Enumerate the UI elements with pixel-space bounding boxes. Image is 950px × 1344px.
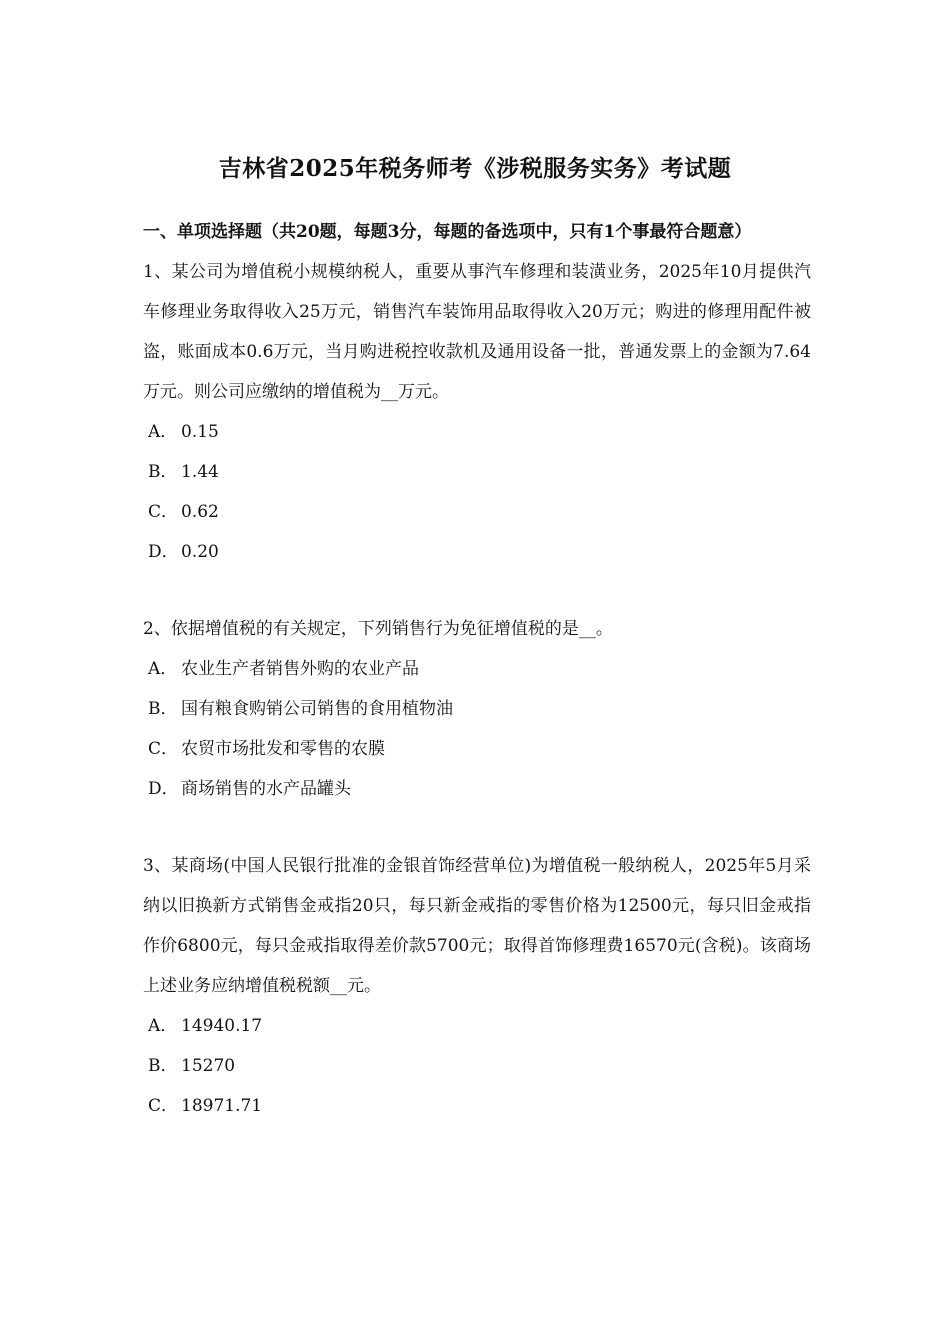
option-b	[143, 689, 811, 729]
option-c	[143, 729, 811, 769]
option-letter: D．	[148, 542, 179, 562]
question-2	[143, 609, 811, 809]
option-list	[143, 412, 811, 572]
option-text: 农业生产者销售外购的农业产品	[181, 659, 419, 679]
question-stem: 3、某商场(中国人民银行批准的金银首饰经营单位)为增值税一般纳税人，2025年5月采纳以旧换新方式销售金戒指20只，每只新金戒指的零售价格为12500元，每只旧金戒指作价6800元，每只金戒指取得差价款5700元；取得首饰修理费16570元(含税)。该商场上述业务应纳增值税税额__元。	[143, 856, 811, 996]
option-letter: B．	[148, 1056, 178, 1076]
option-letter: A．	[148, 1016, 178, 1036]
option-text: 国有粮食购销公司销售的食用植物油	[181, 699, 453, 719]
option-text: 农贸市场批发和零售的农膜	[181, 739, 385, 759]
option-letter: A．	[148, 422, 178, 442]
option-text: 1.44	[181, 462, 219, 482]
option-c	[143, 492, 811, 532]
option-text: 0.20	[181, 542, 219, 562]
option-letter: B．	[148, 699, 178, 719]
option-text: 0.62	[181, 502, 219, 522]
option-letter: B．	[148, 462, 178, 482]
question-3	[143, 846, 811, 1126]
option-text: 0.15	[181, 422, 219, 442]
option-list	[143, 649, 811, 809]
option-a	[143, 412, 811, 452]
option-letter: C．	[148, 1096, 179, 1116]
option-letter: C．	[148, 739, 179, 759]
option-letter: D．	[148, 779, 179, 799]
option-c	[143, 1086, 811, 1126]
option-text: 18971.71	[181, 1096, 263, 1116]
document-title: 吉林省2025年税务师考《涉税服务实务》考试题	[218, 155, 732, 182]
option-d	[143, 532, 811, 572]
question-1	[143, 252, 811, 572]
option-text: 15270	[181, 1056, 236, 1076]
option-b	[143, 452, 811, 492]
option-d	[143, 769, 811, 809]
option-letter: A．	[148, 659, 178, 679]
document-body	[143, 212, 811, 1126]
section-heading: 一、单项选择题（共20题，每题3分，每题的备选项中，只有1个事最符合题意）	[143, 222, 752, 242]
option-letter: C．	[148, 502, 179, 522]
question-stem: 1、某公司为增值税小规模纳税人，重要从事汽车修理和装潢业务，2025年10月提供汽车修理业务取得收入25万元，销售汽车装饰用品取得收入20万元；购进的修理用配件被盗，账面成本0.6万元，当月购进税控收款机及通用设备一批，普通发票上的金额为7.64万元。则公司应缴纳的增值税为__万元。	[143, 262, 811, 402]
option-a	[143, 649, 811, 689]
option-b	[143, 1046, 811, 1086]
option-list	[143, 1006, 811, 1126]
option-text: 14940.17	[181, 1016, 263, 1036]
question-stem: 2、依据增值税的有关规定，下列销售行为免征增值税的是__。	[143, 619, 613, 639]
option-a	[143, 1006, 811, 1046]
option-text: 商场销售的水产品罐头	[181, 779, 351, 799]
